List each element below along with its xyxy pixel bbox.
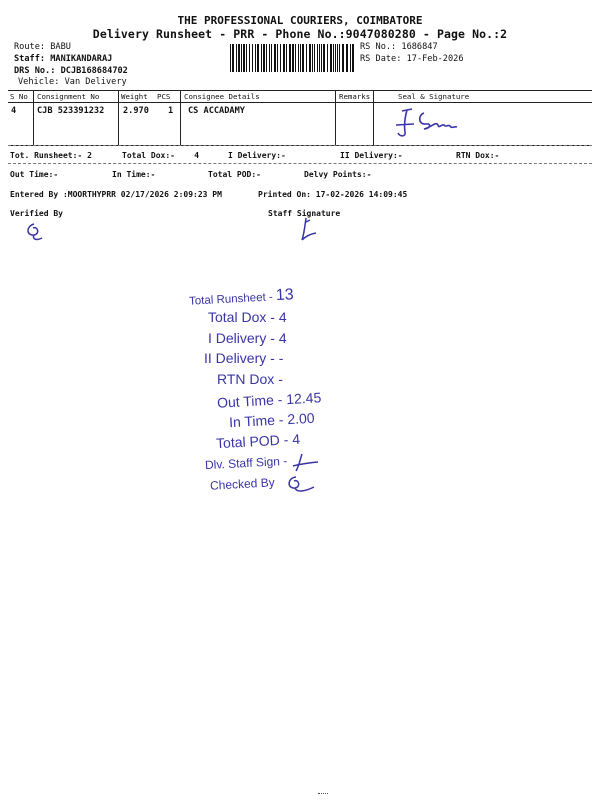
rs-no-label: RS No.:	[360, 42, 397, 52]
stamp-line-out-time: Out Time - 12.45	[216, 389, 322, 411]
barcode-bar	[241, 44, 242, 72]
barcode-bar	[249, 44, 250, 72]
cell-weight: 2.970	[123, 106, 149, 116]
barcode-bar	[280, 44, 281, 72]
staff-signature-label: Staff Signature	[268, 209, 341, 218]
barcode-bar	[266, 44, 267, 72]
stamp-line-rtn-dox: RTN Dox -	[217, 371, 283, 387]
stamp-out-time-label: Out Time	[216, 391, 275, 411]
rtn-dox: RTN Dox:-	[456, 151, 500, 160]
vehicle-line	[18, 77, 127, 87]
barcode-bar	[289, 44, 291, 72]
col-header-consignment: Consignment No	[37, 92, 100, 101]
barcode-bar	[243, 44, 245, 72]
stamp-line-in-time: In Time - 2.00	[228, 409, 315, 431]
stamp-runsheet-label: Total Runsheet	[188, 291, 267, 308]
ii-delivery: II Delivery:-	[340, 151, 403, 160]
barcode-bar	[350, 44, 351, 72]
barcode-bar	[319, 44, 320, 72]
rs-date-line	[360, 54, 464, 64]
stamp-line-total-pod: Total POD - 4	[215, 430, 301, 452]
delvy-points: Delvy Points:-	[304, 170, 372, 179]
staff-line	[14, 54, 112, 64]
barcode-bar	[277, 44, 278, 72]
stamp-line-staff-sign: Dlv. Staff Sign -	[204, 453, 288, 473]
consignment-table	[8, 90, 592, 146]
barcode-bar	[346, 44, 348, 72]
vehicle-label: Vehicle:	[18, 77, 60, 87]
barcode-bar	[274, 44, 276, 72]
stamp-runsheet-value: 13	[275, 286, 295, 305]
stamp-checked-by-mark	[282, 474, 318, 496]
entered-by: Entered By :MOORTHYPRR 02/17/2026 2:09:23 PM	[10, 190, 222, 199]
col-header-remarks: Remarks	[339, 92, 371, 101]
barcode-bar	[300, 44, 301, 72]
cell-consignee: CS ACCADAMY	[188, 106, 245, 116]
stamp-staff-sign-mark	[290, 452, 324, 474]
company-title: THE PROFESSIONAL COURIERS, COIMBATORE	[177, 14, 423, 27]
cell-consignment: CJB 523391232	[37, 106, 105, 116]
barcode-bar	[255, 44, 256, 72]
barcode-bar	[283, 44, 285, 72]
barcode-bar	[335, 44, 336, 72]
barcode-bar	[252, 44, 253, 72]
barcode-bar	[309, 44, 311, 72]
barcode-bar	[295, 44, 296, 72]
stamp-ii-delivery-value: -	[278, 350, 284, 366]
col-header-seal-signature: Seal & Signature	[398, 92, 470, 101]
barcode-bar	[246, 44, 247, 72]
barcode	[228, 44, 356, 72]
stamp-out-time-value: 12.45	[285, 389, 322, 408]
total-runsheet: Tot. Runsheet:- 2	[10, 151, 92, 160]
runsheet-title: Delivery Runsheet - PRR - Phone No.:9047080280 - Page No.:2	[92, 27, 508, 41]
stamp-in-time-label: In Time	[228, 411, 276, 431]
barcode-bar	[263, 44, 265, 72]
rs-date-label: RS Date:	[360, 54, 402, 64]
verified-by-label: Verified By	[10, 209, 63, 218]
in-time: In Time:-	[112, 170, 156, 179]
staff-label: Staff:	[14, 54, 46, 64]
drs-label: DRS No.:	[14, 66, 56, 76]
consignee-signature	[388, 105, 478, 141]
staff-signature-mark	[294, 216, 324, 244]
barcode-bar	[321, 44, 322, 72]
barcode-bar	[232, 44, 234, 72]
stamp-i-delivery-label: I Delivery	[208, 330, 267, 346]
stamp-total-dox-value: 4	[278, 309, 287, 325]
route-line	[14, 42, 71, 52]
barcode-bar	[312, 44, 313, 72]
route-label: Route:	[14, 42, 46, 52]
stamp-line-ii-delivery: II Delivery - -	[204, 350, 284, 366]
cell-sno: 4	[11, 106, 17, 116]
vehicle-value: Van Delivery	[64, 77, 127, 87]
stamp-staff-sign-label: Dlv. Staff Sign	[204, 454, 281, 473]
stamp-line-i-delivery: I Delivery - 4	[208, 330, 287, 346]
stamp-total-pod-value: 4	[291, 430, 301, 448]
stamp-total-dox-label: Total Dox	[208, 309, 267, 325]
stamp-checked-by-label: Checked By	[209, 475, 276, 493]
barcode-bar	[236, 44, 237, 72]
rs-no-line	[360, 42, 438, 52]
total-dox-label: Total Dox:-	[122, 151, 175, 160]
barcode-bar	[271, 44, 272, 72]
stamp-line-checked-by	[210, 475, 275, 492]
barcode-bar	[352, 44, 354, 72]
barcode-bar	[306, 44, 307, 72]
stamp-rtn-dox-label: RTN Dox	[217, 371, 275, 387]
stamp-in-time-value: 2.00	[286, 409, 315, 428]
col-header-pcs: PCS	[157, 92, 171, 101]
rs-no-value: 1686847	[401, 42, 438, 52]
out-time: Out Time:-	[10, 170, 59, 179]
stamp-line-total-dox: Total Dox - 4	[208, 309, 287, 325]
barcode-bar	[327, 44, 328, 72]
verifier-signature	[20, 220, 50, 244]
col-header-consignee: Consignee Details	[184, 92, 260, 101]
col-header-weight: Weight	[121, 92, 148, 101]
barcode-bar	[342, 44, 344, 72]
rs-date-value: 17-Feb-2026	[406, 54, 464, 64]
barcode-bar	[333, 44, 334, 72]
stamp-total-pod-label: Total POD	[215, 431, 281, 452]
drs-line	[14, 66, 128, 76]
barcode-bar	[317, 44, 318, 72]
page-speck	[318, 793, 328, 795]
barcode-bar	[292, 44, 294, 72]
barcode-bar	[298, 44, 299, 72]
total-dox	[122, 151, 199, 160]
barcode-bar	[339, 44, 340, 72]
i-delivery: I Delivery:-	[228, 151, 286, 160]
total-dox-value: 4	[194, 151, 200, 160]
barcode-bar	[286, 44, 287, 72]
barcode-bar	[323, 44, 325, 72]
drs-value: DCJB168684702	[60, 66, 128, 76]
barcode-bar	[269, 44, 270, 72]
barcode-bar	[238, 44, 240, 72]
barcode-bar	[261, 44, 262, 72]
stamp-ii-delivery-label: II Delivery	[204, 350, 267, 366]
barcode-bar	[337, 44, 338, 72]
printed-on: Printed On: 17-02-2026 14:09:45	[258, 190, 408, 199]
cell-pcs: 1	[168, 106, 174, 116]
col-header-sno: S No	[10, 92, 28, 101]
stamp-line-runsheet: Total Runsheet - 13	[188, 286, 295, 308]
total-pod: Total POD:-	[208, 170, 261, 179]
stamp-i-delivery-value: 4	[278, 330, 287, 346]
barcode-bar	[230, 44, 231, 72]
barcode-bar	[257, 44, 259, 72]
route-value: BABU	[50, 42, 71, 52]
barcode-bar	[330, 44, 332, 72]
barcode-bar	[314, 44, 315, 72]
barcode-bar	[302, 44, 304, 72]
staff-value: MANIKANDARAJ	[50, 54, 113, 64]
